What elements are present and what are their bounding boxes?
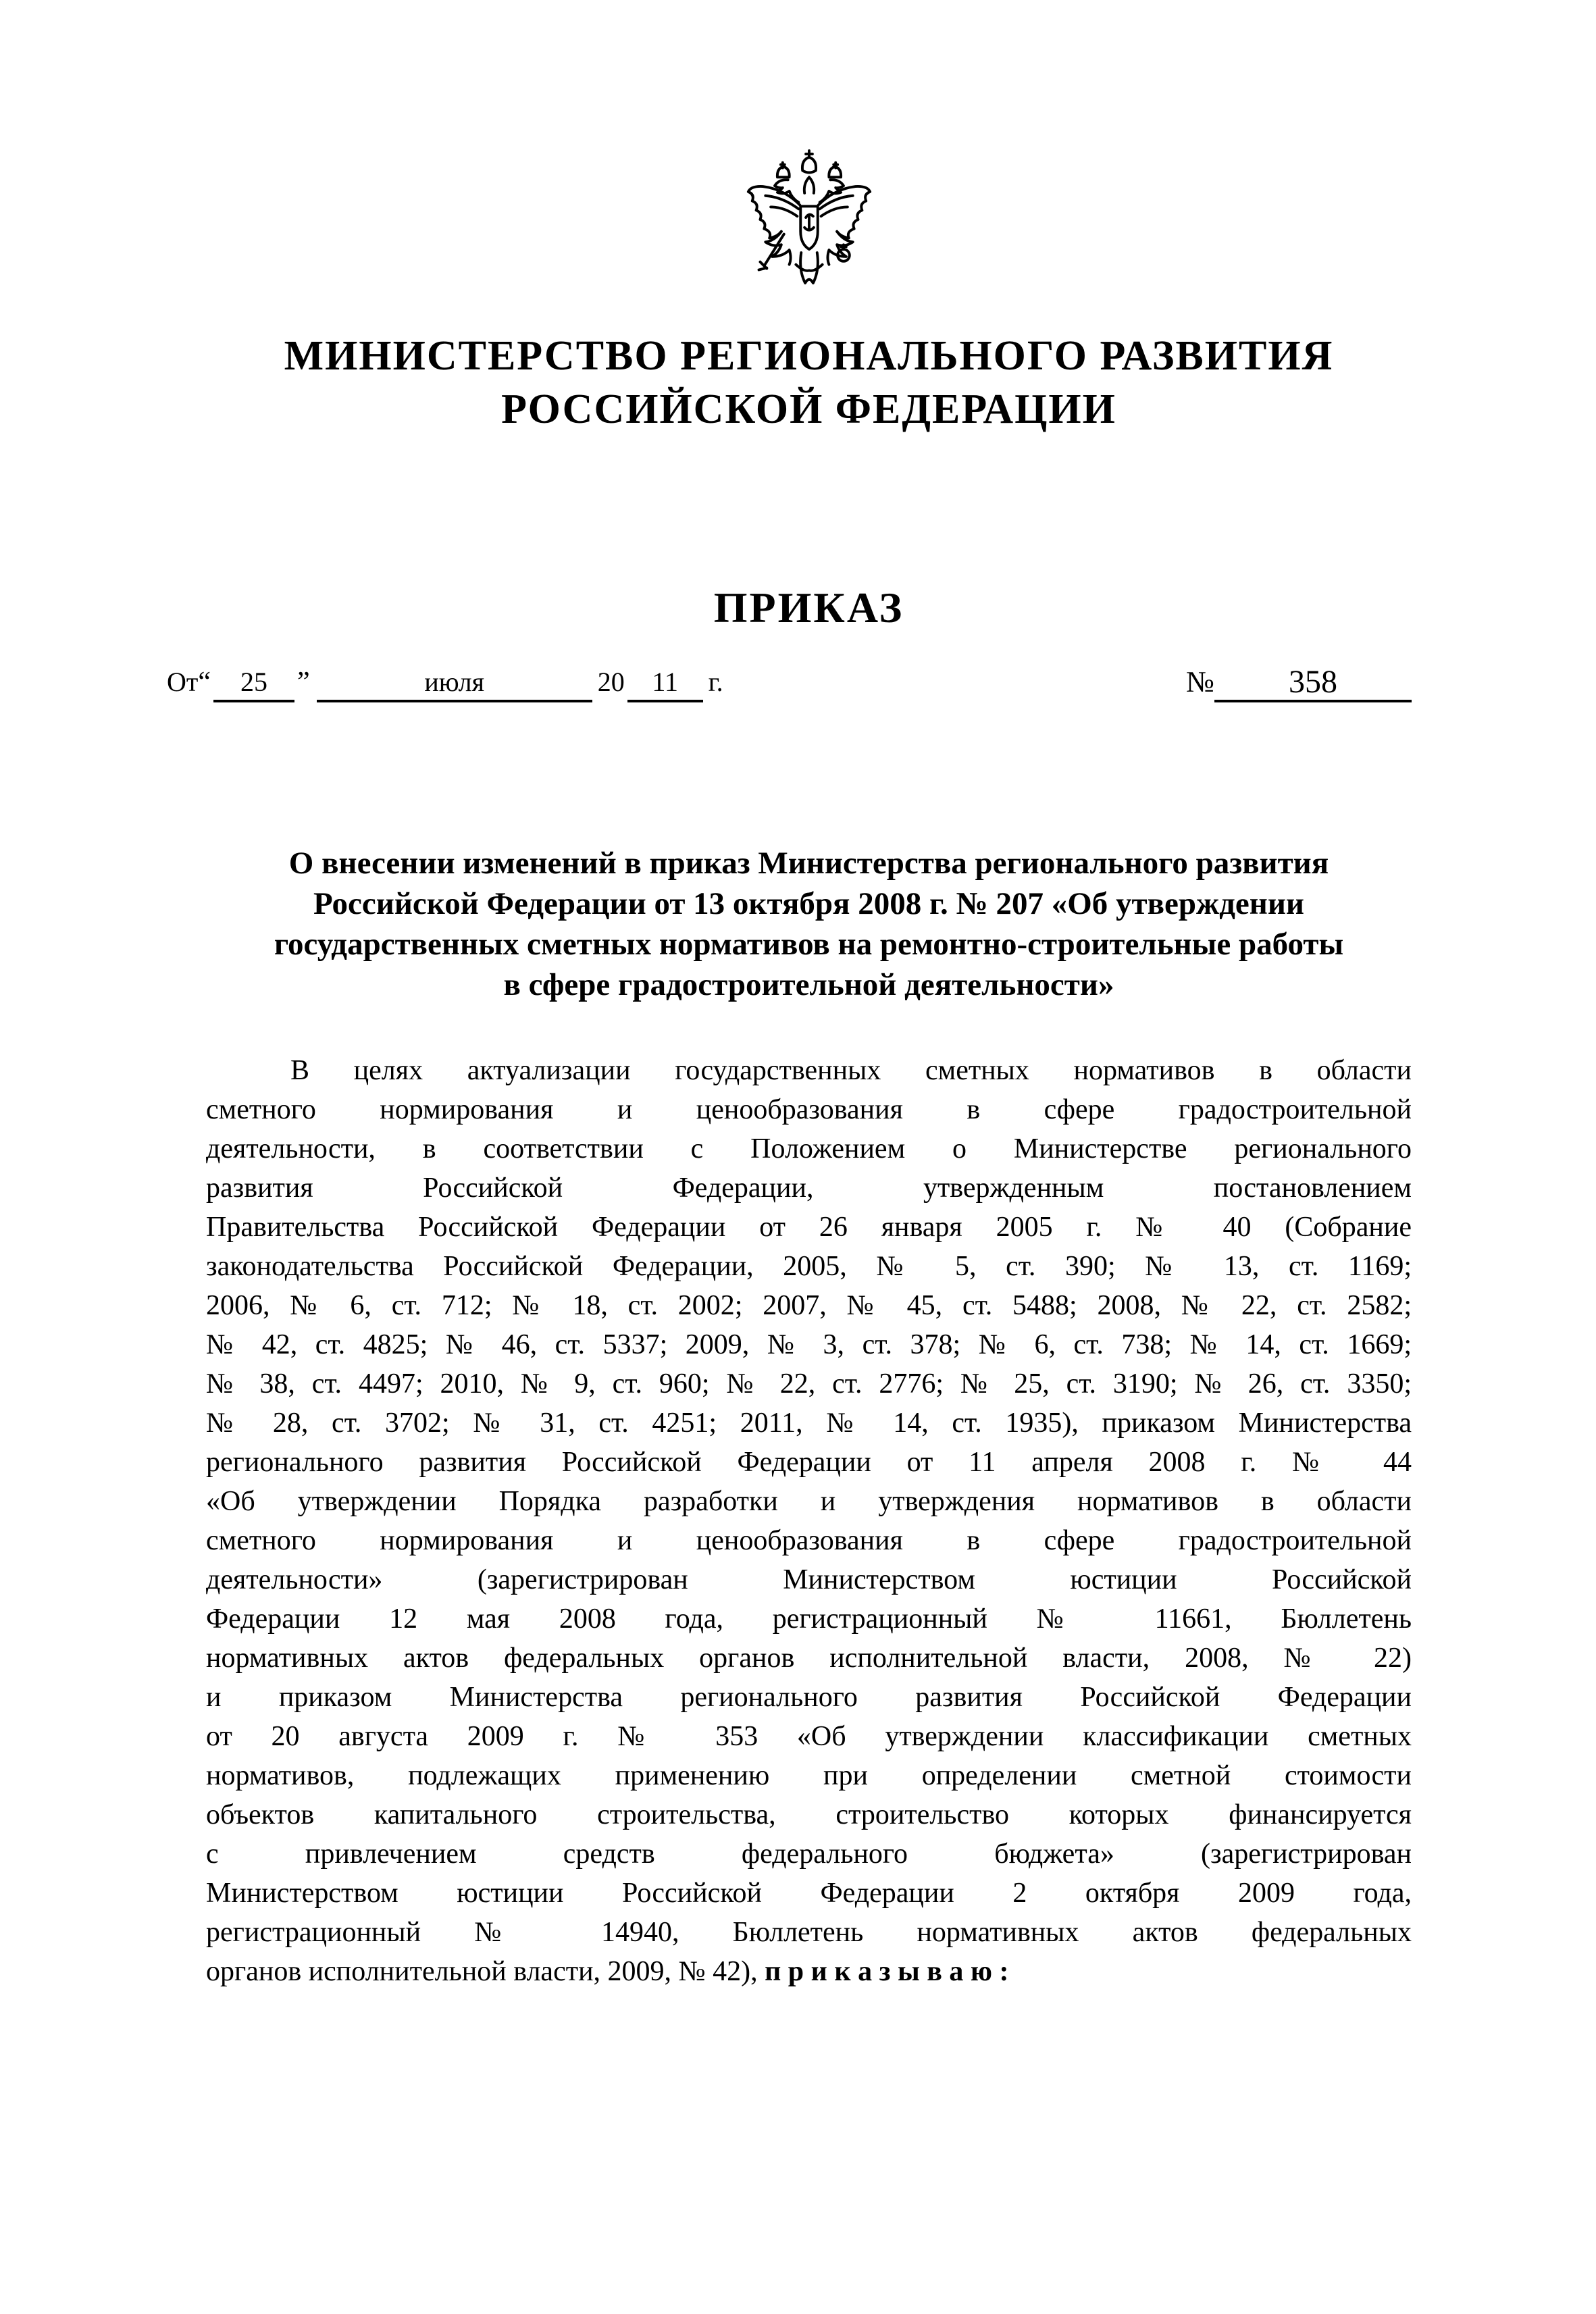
number-sign: № <box>1186 665 1214 698</box>
date-number-line <box>167 666 1412 702</box>
subject-heading-line: государственных сметных нормативов на ремонтно-строительные работы <box>274 927 1344 962</box>
body-text-line: нормативных актов федеральных органов исполнительной власти, 2008, № 22) <box>206 1643 1412 1674</box>
subject-heading-line: Российской Федерации от 13 октября 2008 г. № 207 «Об утверждении <box>313 886 1304 921</box>
body-text-line: от 20 августа 2009 г. № 353 «Об утверждении классификации сметных <box>206 1721 1412 1752</box>
prikazyvayu-emphasis: п р и к а з ы в а ю : <box>765 1956 1009 1987</box>
close-quote: ” <box>297 667 310 698</box>
body-text-line: «Об утверждении Порядка разработки и утверждения нормативов в области <box>206 1486 1412 1517</box>
body-text-line: регионального развития Российской Федерации от 11 апреля 2008 г. № 44 <box>206 1447 1412 1478</box>
year-unit-label: г. <box>708 667 723 697</box>
from-label: От <box>167 667 199 697</box>
body-text-line: объектов капитального строительства, строительство которых финансируется <box>206 1799 1412 1830</box>
number-group <box>1186 666 1412 702</box>
body-last-line-text: органов исполнительной власти, 2009, № 42), <box>206 1956 765 1987</box>
body-text-line: сметного нормирования и ценообразования в сфере градостроительной <box>206 1094 1412 1125</box>
body-text-line: регистрационный № 14940, Бюллетень нормативных актов федеральных <box>206 1917 1412 1948</box>
open-quote: “ <box>198 667 211 698</box>
date-group <box>167 666 723 702</box>
body-text-line: Правительства Российской Федерации от 26 января 2005 г. № 40 (Собрание <box>206 1212 1412 1243</box>
body-text-line: законодательства Российской Федерации, 2005, № 5, ст. 390; № 13, ст. 1169; <box>206 1251 1412 1282</box>
body-last-line <box>206 1952 1412 1991</box>
body-text-line: № 42, ст. 4825; № 46, ст. 5337; 2009, № 3, ст. 378; № 6, ст. 738; № 14, ст. 1669; <box>206 1329 1412 1360</box>
subject-heading <box>206 843 1412 1005</box>
ministry-name-line2: РОССИЙСКОЙ ФЕДЕРАЦИИ <box>501 386 1116 432</box>
body-text-line: № 38, ст. 4497; 2010, № 9, ст. 960; № 22, ст. 2776; № 25, ст. 3190; № 26, ст. 3350; <box>206 1368 1412 1399</box>
body-text-line: 2006, № 6, ст. 712; № 18, ст. 2002; 2007, № 45, ст. 5488; 2008, № 22, ст. 2582; <box>206 1290 1412 1321</box>
day-value: 25 <box>213 666 294 702</box>
year-value: 11 <box>627 666 703 702</box>
body-text-line: Министерством юстиции Российской Федерации 2 октября 2009 года, <box>206 1878 1412 1909</box>
body-text-line: развития Российской Федерации, утвержденным постановлением <box>206 1173 1412 1204</box>
subject-heading-line: в сфере градостроительной деятельности» <box>503 967 1114 1002</box>
body-text-line: сметного нормирования и ценообразования в сфере градостроительной <box>206 1525 1412 1556</box>
order-title: ПРИКАЗ <box>713 584 904 632</box>
order-body <box>206 1051 1412 1991</box>
subject-heading-line: О внесении изменений в приказ Министерства регионального развития <box>288 846 1329 881</box>
ministry-name <box>195 330 1422 436</box>
body-text-line: деятельности, в соответствии с Положением о Министерстве регионального <box>206 1133 1412 1164</box>
year-prefix: 20 <box>597 667 625 697</box>
emblem-container <box>206 147 1412 294</box>
coat-of-arms-icon <box>743 147 875 294</box>
body-text-line: с привлечением средств федерального бюджета» (зарегистрирован <box>206 1839 1412 1870</box>
body-text-line: В целях актуализации государственных сметных нормативов в области <box>290 1055 1412 1086</box>
body-text-line: Федерации 12 мая 2008 года, регистрационный № 11661, Бюллетень <box>206 1603 1412 1635</box>
body-text-line: и приказом Министерства регионального развития Российской Федерации <box>206 1682 1412 1713</box>
body-text-line: № 28, ст. 3702; № 31, ст. 4251; 2011, № 14, ст. 1935), приказом Министерства <box>206 1408 1412 1439</box>
body-text-line: нормативов, подлежащих применению при определении сметной стоимости <box>206 1760 1412 1791</box>
ministry-name-line1: МИНИСТЕРСТВО РЕГИОНАЛЬНОГО РАЗВИТИЯ <box>284 333 1334 379</box>
body-text-line: деятельности» (зарегистрирован Министерством юстиции Российской <box>206 1564 1412 1595</box>
month-value: июля <box>317 666 592 702</box>
order-body-lines <box>206 1051 1412 1952</box>
order-number-value: 358 <box>1214 666 1412 702</box>
